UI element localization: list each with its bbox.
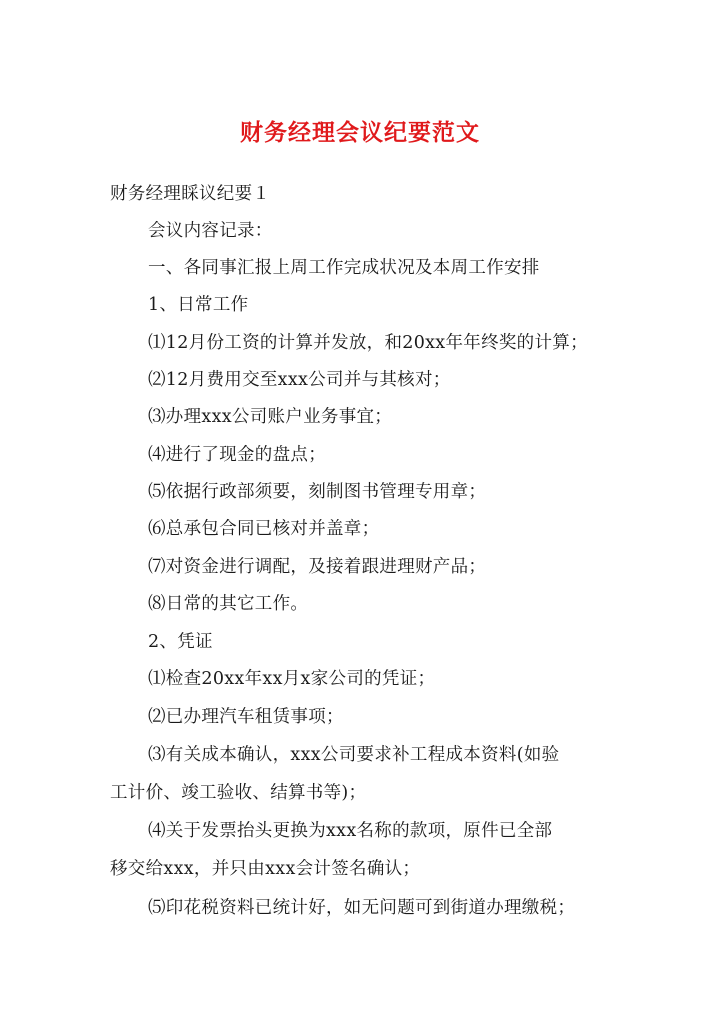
- paragraph-line: ⑶办理xxx公司账户业务事宜；: [148, 407, 393, 427]
- document-title: 财务经理会议纪要范文: [240, 119, 480, 146]
- paragraph-line: 会议内容记录：: [148, 221, 273, 241]
- paragraph-line: ⑴12月份工资的计算并发放，和20xx年年终奖的计算；: [148, 333, 588, 353]
- paragraph-line: ⑷关于发票抬头更换为xxx名称的款项，原件已全部: [148, 821, 553, 841]
- paragraph-line: 工计价、竣工验收、结算书等)；: [110, 783, 367, 803]
- document-heading: 财务经理睬议纪要１: [110, 184, 271, 204]
- paragraph-line: ⑻日常的其它工作。: [148, 594, 309, 614]
- paragraph-line: ⑸依据行政部须要，刻制图书管理专用章；: [148, 482, 487, 502]
- paragraph-line: 移交给xxx，并只由xxx会计签名确认；: [110, 859, 421, 879]
- paragraph-line: ⑶有关成本确认，xxx公司要求补工程成本资料(如验: [148, 745, 560, 765]
- paragraph-line: ⑵12月费用交至xxx公司并与其核对；: [148, 370, 451, 390]
- paragraph-line: 2、凭证: [148, 632, 213, 652]
- paragraph-line: ⑴检查20xx年xx月x家公司的凭证；: [148, 669, 436, 689]
- paragraph-line: ⑷进行了现金的盘点；: [148, 445, 326, 465]
- paragraph-line: ⑵已办理汽车租赁事项；: [148, 707, 344, 727]
- paragraph-line: ⑹总承包合同已核对并盖章；: [148, 519, 380, 539]
- paragraph-line: ⑸印花税资料已统计好，如无问题可到街道办理缴税；: [148, 898, 576, 918]
- paragraph-line: 一、各同事汇报上周工作完成状况及本周工作安排: [148, 258, 540, 278]
- paragraph-line: ⑺对资金进行调配，及接着跟进理财产品；: [148, 557, 487, 577]
- paragraph-line: 1、日常工作: [148, 295, 249, 315]
